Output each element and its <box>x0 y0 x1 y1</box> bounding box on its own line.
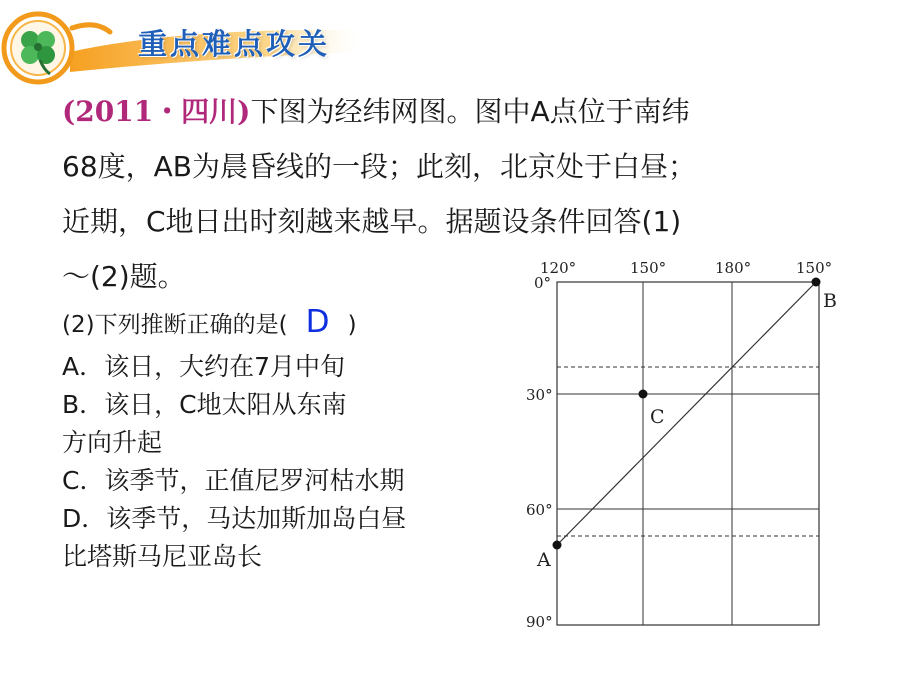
intro-line-4: ～(2)题。 <box>62 260 186 293</box>
option-b-line-2: 方向升起 <box>62 428 163 457</box>
lat-label-0: 0° <box>534 274 552 292</box>
option-c: C．该季节，正值尼罗河枯水期 <box>62 466 405 495</box>
option-a: A．该日，大约在7月中旬 <box>62 352 346 381</box>
option-b-line-1: B．该日，C地太阳从东南 <box>62 390 347 419</box>
lon-label-150w: 150° <box>630 259 667 277</box>
map-frame <box>557 282 819 625</box>
section-title: 重点难点攻关 <box>138 27 331 61</box>
stem-before: (2)下列推断正确的是( <box>62 312 288 338</box>
lat-label-30: 30° <box>526 386 553 404</box>
point-a-label: A <box>537 549 551 571</box>
question-stem <box>62 304 357 340</box>
lon-label-120: 120° <box>540 259 577 277</box>
graticule-map <box>520 255 850 635</box>
stem-after: ) <box>347 312 357 338</box>
lat-label-90: 90° <box>526 613 553 631</box>
answer-options <box>62 348 512 576</box>
lon-label-180: 180° <box>715 259 752 277</box>
point-c-label: C <box>650 406 665 428</box>
terminator-line-ab <box>557 282 816 545</box>
intro-line-1 <box>62 84 832 139</box>
option-d-line-1: D．该季节，马达加斯加岛白昼 <box>62 504 407 533</box>
point-b-marker <box>812 278 821 287</box>
intro-text-1: 下图为经纬网图。图中A点位于南纬 <box>250 95 690 128</box>
option-d-line-2: 比塔斯马尼亚岛长 <box>62 542 263 571</box>
intro-line-2: 68度，AB为晨昏线的一段；此刻，北京处于白昼； <box>62 150 696 183</box>
answer-letter: D <box>305 304 330 340</box>
lat-label-60: 60° <box>526 501 553 519</box>
intro-line-3: 近期，C地日出时刻越来越早。据题设条件回答(1) <box>62 205 682 238</box>
lon-label-150e: 150° <box>796 259 833 277</box>
point-c-marker <box>639 390 648 399</box>
question-source: (2011・四川) <box>62 95 251 128</box>
point-a-marker <box>553 541 562 550</box>
point-b-label: B <box>823 290 837 312</box>
